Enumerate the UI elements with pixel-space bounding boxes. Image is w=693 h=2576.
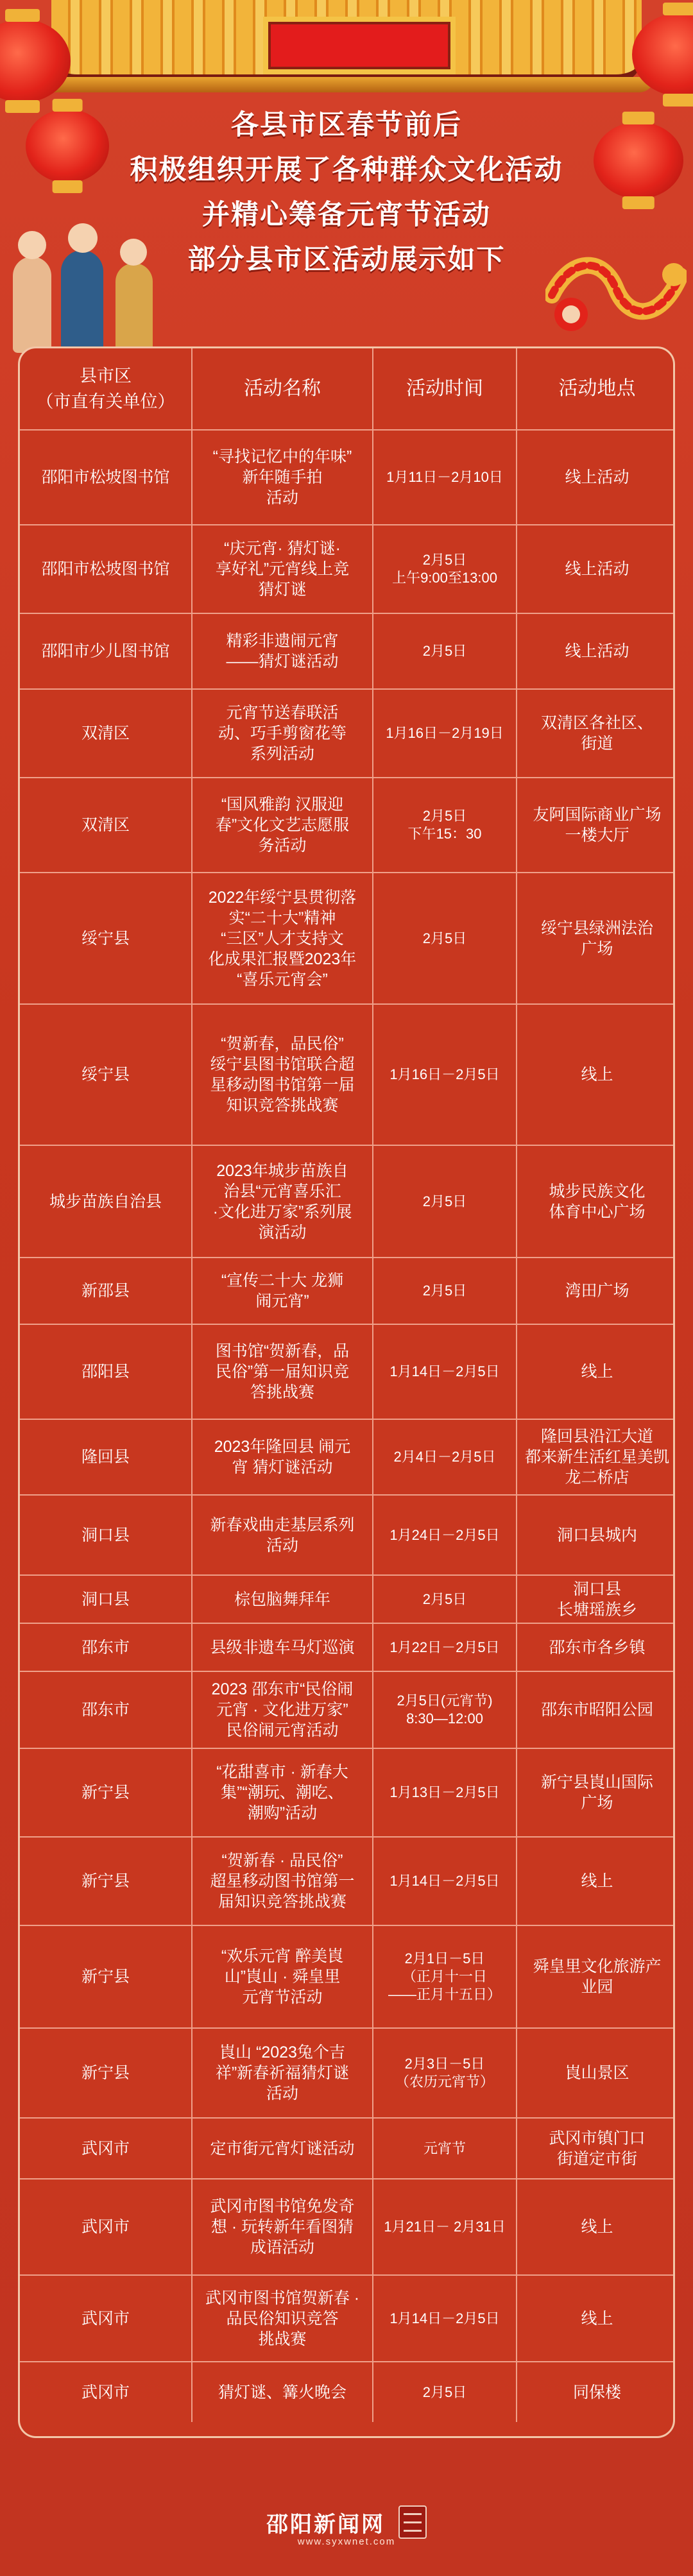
table-cell bbox=[372, 1749, 516, 1836]
table-cell bbox=[516, 873, 675, 1003]
table-cell bbox=[191, 525, 372, 613]
table-row bbox=[20, 613, 675, 688]
table-cell bbox=[516, 2029, 675, 2117]
cell-text: 2月5日 bbox=[422, 2384, 467, 2400]
cell-text: 1月16日－2月5日 bbox=[389, 1066, 500, 1082]
cell-text: 棕包脑舞拜年 bbox=[234, 1590, 330, 1608]
table-row bbox=[20, 1836, 675, 1925]
table-cell bbox=[516, 2119, 675, 2178]
cell-text: 1月14日－2月5日 bbox=[389, 1363, 500, 1379]
table-cell bbox=[20, 2276, 191, 2361]
cell-text: 洞口县 bbox=[81, 1526, 130, 1544]
table-row bbox=[20, 1494, 675, 1574]
table-row bbox=[20, 2274, 675, 2361]
cell-text: 新宁县崀山国际 广场 bbox=[540, 1773, 653, 1812]
cell-text: 邵阳市松坡图书馆 bbox=[41, 560, 170, 578]
table-cell bbox=[191, 1672, 372, 1748]
table-cell bbox=[191, 1576, 372, 1623]
brand bbox=[0, 2505, 693, 2547]
table-cell bbox=[516, 614, 675, 688]
cell-text: “贺新春 · 品民俗” 超星移动图书馆第一 届知识竞答挑战赛 bbox=[210, 1852, 355, 1911]
poster-header bbox=[0, 0, 693, 372]
cell-text: 2月5日(元宵节) 8:30—12:00 bbox=[397, 1693, 493, 1727]
table-cell bbox=[20, 2119, 191, 2178]
table-cell bbox=[516, 1926, 675, 2027]
cell-text: 2022年绥宁县贯彻落 实“二十大”精神 “三区”人才支持文 化成果汇报暨2023年 “喜乐元宵会” bbox=[208, 888, 357, 989]
table-cell bbox=[372, 2362, 516, 2422]
table-cell bbox=[372, 1576, 516, 1623]
column-header-text: 活动时间 bbox=[406, 378, 483, 399]
cell-text: 洞口县 bbox=[81, 1590, 130, 1608]
table-cell bbox=[372, 2179, 516, 2274]
table-cell bbox=[372, 431, 516, 524]
cell-text: 2月1日－5日 （正月十一日 ——正月十五日） bbox=[388, 1950, 501, 2002]
cell-text: 武冈市 bbox=[81, 2383, 130, 2401]
cell-text: 2月5日 bbox=[422, 1283, 467, 1299]
cell-text: 线上活动 bbox=[565, 560, 629, 578]
table-row bbox=[20, 1748, 675, 1836]
table-cell bbox=[372, 1496, 516, 1574]
table-row bbox=[20, 1574, 675, 1623]
table-cell bbox=[20, 2179, 191, 2274]
cell-text: 2023年隆回县 闹元 宵 猜灯谜活动 bbox=[214, 1438, 351, 1476]
cell-text: “欢乐元宵 醉美崀 山”崀山 · 舜皇里 元宵节活动 bbox=[221, 1947, 344, 2006]
table-row bbox=[20, 2361, 675, 2422]
cell-text: 精彩非遗闹元宵 ——猜灯谜活动 bbox=[226, 632, 339, 670]
table-cell bbox=[191, 1258, 372, 1324]
cell-text: 武冈市图书馆贺新春 · 品民俗知识竞答 挑战赛 bbox=[205, 2289, 360, 2348]
cell-text: 友阿国际商业广场 一楼大厅 bbox=[533, 806, 662, 844]
table-row bbox=[20, 1623, 675, 1671]
table-row bbox=[20, 2178, 675, 2274]
table-cell bbox=[20, 1146, 191, 1257]
table-cell bbox=[516, 1420, 675, 1494]
cell-text: “庆元宵· 猜灯谜· 享好礼”元宵线上竞 猜灯谜 bbox=[215, 540, 350, 599]
table-row bbox=[20, 524, 675, 613]
table-cell bbox=[372, 2029, 516, 2117]
cell-text: 新宁县 bbox=[81, 2064, 130, 2082]
person-head bbox=[68, 223, 98, 253]
table-cell bbox=[20, 1420, 191, 1494]
table-cell bbox=[516, 1838, 675, 1925]
cell-text: 武冈市图书馆免发奇 想 · 玩转新年看图猜 成语活动 bbox=[210, 2197, 355, 2256]
cell-text: 1月24日－2月5日 bbox=[389, 1526, 500, 1543]
column-header-text: 县市区 （市直有关单位） bbox=[36, 366, 175, 411]
table-row bbox=[20, 1925, 675, 2027]
table-cell bbox=[372, 1005, 516, 1145]
cell-text: 湾田广场 bbox=[565, 1282, 629, 1300]
table-header-cell bbox=[516, 348, 675, 429]
table-header-cell bbox=[372, 348, 516, 429]
cell-text: 邵阳市少儿图书馆 bbox=[41, 642, 170, 660]
table-row bbox=[20, 1003, 675, 1145]
cell-text: 1月14日－2月5日 bbox=[389, 2310, 500, 2326]
brand-url: www.syxwnet.com bbox=[297, 2536, 396, 2547]
cell-text: 图书馆“贺新春，品 民俗”第一届知识竞 答挑战赛 bbox=[215, 1342, 350, 1401]
cell-text: 新春戏曲走基层系列 活动 bbox=[210, 1515, 355, 1555]
table-cell bbox=[20, 1325, 191, 1419]
table-header-cell bbox=[191, 348, 372, 429]
table-cell bbox=[516, 525, 675, 613]
table-cell bbox=[372, 2276, 516, 2361]
table-cell bbox=[191, 2179, 372, 2274]
cell-text: 线上 bbox=[581, 1872, 613, 1890]
table-header-cell bbox=[20, 348, 191, 429]
activity-table bbox=[18, 346, 675, 2438]
table-row bbox=[20, 429, 675, 524]
table-cell bbox=[372, 1258, 516, 1324]
cell-text: 洞口县 长塘瑶族乡 bbox=[556, 1580, 637, 1619]
cell-text: 崀山景区 bbox=[565, 2064, 629, 2082]
table-cell bbox=[191, 1005, 372, 1145]
cell-text: 线上 bbox=[581, 2218, 613, 2236]
seal-icon bbox=[398, 2505, 427, 2539]
cell-text: “寻找记忆中的年味” 新年随手拍 活动 bbox=[212, 448, 352, 507]
table-cell bbox=[516, 1624, 675, 1671]
cell-text: 1月21日－ 2月31日 bbox=[384, 2219, 506, 2235]
cell-text: 线上 bbox=[581, 2309, 613, 2328]
table-cell bbox=[516, 1672, 675, 1748]
column-header-text: 活动名称 bbox=[244, 378, 321, 399]
cell-text: 猜灯谜、篝火晚会 bbox=[218, 2383, 346, 2401]
cell-text: 同保楼 bbox=[572, 2383, 621, 2401]
cell-text: 2月5日 bbox=[422, 643, 467, 659]
cell-text: 1月14日－2月5日 bbox=[389, 1873, 500, 1889]
cell-text: 新宁县 bbox=[81, 1872, 130, 1890]
table-cell bbox=[191, 2362, 372, 2422]
table-cell bbox=[372, 614, 516, 688]
title-line: 各县市区春节前后 bbox=[231, 109, 462, 141]
table-cell bbox=[372, 1325, 516, 1419]
cell-text: 1月16日－2月19日 bbox=[386, 725, 504, 741]
cell-text: 崀山 “2023兔个吉 祥”新春祈福猜灯谜 活动 bbox=[215, 2043, 350, 2103]
cell-text: 2月3日－5日 （农历元宵节） bbox=[395, 2056, 494, 2090]
table-cell bbox=[191, 690, 372, 777]
table-cell bbox=[516, 690, 675, 777]
cell-text: 洞口县城内 bbox=[556, 1526, 637, 1544]
cell-text: 线上活动 bbox=[565, 642, 629, 660]
table-cell bbox=[191, 1325, 372, 1419]
table-cell bbox=[372, 1420, 516, 1494]
table-cell bbox=[516, 1325, 675, 1419]
cell-text: 新宁县 bbox=[81, 1784, 130, 1802]
title-line: 并精心筹备元宵节活动 bbox=[202, 199, 491, 231]
cell-text: 武冈市 bbox=[81, 2218, 130, 2236]
cell-text: “花甜喜市 · 新春大 集”“潮玩、潮吃、 潮购”活动 bbox=[216, 1763, 348, 1822]
table-row bbox=[20, 872, 675, 1003]
cell-text: 2月4日－2月5日 bbox=[393, 1449, 496, 1465]
table-cell bbox=[20, 1749, 191, 1836]
cell-text: 2月5日 bbox=[422, 1193, 467, 1209]
cell-text: 舜皇里文化旅游产 业园 bbox=[533, 1958, 662, 1996]
table-cell bbox=[20, 1576, 191, 1623]
table-cell bbox=[191, 1420, 372, 1494]
cell-text: 武冈市 bbox=[81, 2139, 130, 2158]
cell-text: 双清区各社区、 街道 bbox=[540, 714, 653, 753]
table-cell bbox=[372, 1672, 516, 1748]
title-line: 部分县市区活动展示如下 bbox=[187, 244, 506, 276]
table-cell bbox=[372, 1838, 516, 1925]
cell-text: “国风雅韵 汉服迎 春”文化文艺志愿服 务活动 bbox=[215, 796, 350, 855]
table-cell bbox=[372, 1146, 516, 1257]
table-cell bbox=[372, 778, 516, 872]
table-row bbox=[20, 1671, 675, 1748]
cell-text: 邵阳市松坡图书馆 bbox=[41, 468, 170, 486]
table-cell bbox=[372, 525, 516, 613]
cell-text: 新邵县 bbox=[81, 1282, 130, 1300]
footer bbox=[0, 2444, 693, 2576]
table-cell bbox=[191, 1838, 372, 1925]
table-cell bbox=[191, 431, 372, 524]
table-cell bbox=[516, 1005, 675, 1145]
table-cell bbox=[20, 431, 191, 524]
cell-text: 武冈市镇门口 街道定市街 bbox=[549, 2129, 646, 2168]
cell-text: 新宁县 bbox=[81, 1968, 130, 1986]
table-cell bbox=[191, 1749, 372, 1836]
cell-text: 元宵节 bbox=[423, 2140, 466, 2156]
table-row bbox=[20, 1419, 675, 1494]
cell-text: 双清区 bbox=[81, 816, 130, 834]
table-cell bbox=[20, 1672, 191, 1748]
cell-text: 定市街元宵灯谜活动 bbox=[210, 2139, 355, 2158]
cell-text: 2月5日 bbox=[422, 1591, 467, 1607]
table-cell bbox=[20, 1258, 191, 1324]
cell-text: 2月5日 上午9:00至13:00 bbox=[392, 552, 497, 586]
table-cell bbox=[20, 690, 191, 777]
table-cell bbox=[516, 2362, 675, 2422]
cell-text: 隆回县沿江大道 都来新生活红星美凯 龙二桥店 bbox=[524, 1428, 669, 1487]
cell-text: 隆回县 bbox=[81, 1448, 130, 1466]
table-cell bbox=[191, 1926, 372, 2027]
cell-text: “贺新春，品民俗” 绥宁县图书馆联合超 星移动图书馆第一届 知识竞答挑战赛 bbox=[210, 1035, 355, 1114]
table-cell bbox=[516, 2179, 675, 2274]
table-cell bbox=[516, 1496, 675, 1574]
cell-text: 元宵节送春联活 动、巧手剪窗花等 系列活动 bbox=[218, 704, 346, 763]
title-line: 积极组织开展了各种群众文化活动 bbox=[130, 154, 563, 186]
poster-title bbox=[96, 103, 597, 282]
cell-text: 邵阳县 bbox=[81, 1363, 130, 1381]
cell-text: 绥宁县绿洲法治 广场 bbox=[540, 919, 653, 958]
pavilion-eave bbox=[38, 77, 654, 92]
table-cell bbox=[191, 1146, 372, 1257]
table-cell bbox=[191, 614, 372, 688]
cell-text: 线上 bbox=[581, 1363, 613, 1381]
table-cell bbox=[20, 2362, 191, 2422]
red-plaque bbox=[263, 17, 456, 74]
table-cell bbox=[372, 1624, 516, 1671]
cell-text: 邵东市 bbox=[81, 1638, 130, 1657]
table-cell bbox=[20, 1624, 191, 1671]
table-cell bbox=[516, 2276, 675, 2361]
table-cell bbox=[20, 778, 191, 872]
cell-text: 邵东市各乡镇 bbox=[549, 1638, 646, 1657]
cell-text: 1月22日－2月5日 bbox=[389, 1639, 500, 1655]
cell-text: 武冈市 bbox=[81, 2309, 130, 2328]
cell-text: 邵东市 bbox=[81, 1701, 130, 1719]
cell-text: 2023年城步苗族自 治县“元宵喜乐汇 ·文化进万家”系列展 演活动 bbox=[212, 1161, 352, 1241]
table-cell bbox=[191, 1496, 372, 1574]
table-cell bbox=[20, 2029, 191, 2117]
cell-text: 城步民族文化 体育中心广场 bbox=[549, 1182, 646, 1221]
cell-text: 1月11日－2月10日 bbox=[386, 469, 503, 485]
table-cell bbox=[372, 1926, 516, 2027]
table-cell bbox=[516, 1749, 675, 1836]
table-row bbox=[20, 777, 675, 872]
table-row bbox=[20, 1324, 675, 1419]
table-cell bbox=[191, 873, 372, 1003]
table-cell bbox=[20, 1926, 191, 2027]
cell-text: 绥宁县 bbox=[81, 929, 130, 948]
cell-text: 2月5日 下午15：30 bbox=[407, 808, 482, 842]
table-cell bbox=[191, 778, 372, 872]
cell-text: 1月13日－2月5日 bbox=[389, 1784, 500, 1800]
table-row bbox=[20, 2027, 675, 2117]
cell-text: 2023 邵东市“民俗闹 元宵 · 文化进万家” 民俗闹元宵活动 bbox=[211, 1680, 354, 1739]
cell-text: 城步苗族自治县 bbox=[49, 1192, 162, 1211]
table-cell bbox=[372, 690, 516, 777]
table-row bbox=[20, 688, 675, 777]
table-row bbox=[20, 2117, 675, 2178]
cell-text: 2月5日 bbox=[422, 930, 467, 946]
table-row bbox=[20, 1257, 675, 1324]
cell-text: 绥宁县 bbox=[81, 1066, 130, 1084]
table-cell bbox=[20, 1496, 191, 1574]
person-figure bbox=[13, 257, 51, 353]
table-cell bbox=[191, 2119, 372, 2178]
brand-name: 邵阳新闻网 bbox=[266, 2511, 385, 2538]
table-cell bbox=[372, 873, 516, 1003]
table-cell bbox=[516, 1146, 675, 1257]
table-cell bbox=[516, 1258, 675, 1324]
cell-text: 县级非遗车马灯巡演 bbox=[210, 1638, 355, 1657]
person-head bbox=[18, 231, 46, 259]
table-cell bbox=[20, 1838, 191, 1925]
table-cell bbox=[20, 873, 191, 1003]
table-header-row bbox=[20, 348, 675, 429]
cell-text: 线上 bbox=[581, 1066, 613, 1084]
table-cell bbox=[191, 1624, 372, 1671]
column-header-text: 活动地点 bbox=[558, 378, 636, 399]
table-cell bbox=[372, 2119, 516, 2178]
table-cell bbox=[191, 2029, 372, 2117]
table-cell bbox=[20, 614, 191, 688]
cell-text: 双清区 bbox=[81, 724, 130, 742]
table-row bbox=[20, 1145, 675, 1257]
table-cell bbox=[20, 1005, 191, 1145]
table-cell bbox=[516, 778, 675, 872]
cell-text: 线上活动 bbox=[565, 468, 629, 486]
table-cell bbox=[20, 525, 191, 613]
cell-text: 邵东市昭阳公园 bbox=[540, 1701, 653, 1719]
table-cell bbox=[191, 2276, 372, 2361]
table-cell bbox=[516, 431, 675, 524]
lantern-icon bbox=[594, 122, 683, 199]
cell-text: “宣传二十大 龙狮 闹元宵” bbox=[221, 1272, 344, 1310]
table-cell bbox=[516, 1576, 675, 1623]
